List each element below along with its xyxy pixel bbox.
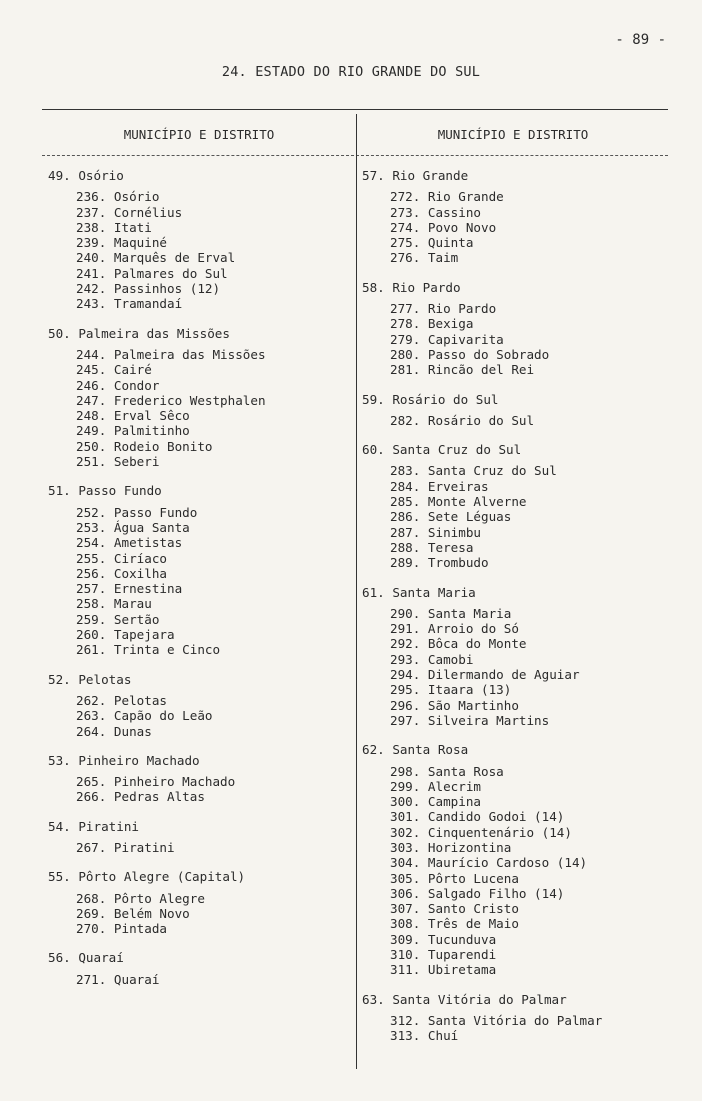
municipio-name: 62. Santa Rosa [362,742,469,758]
district-item: 290. Santa Maria [390,605,512,621]
district-item: 248. Erval Sêco [76,408,190,424]
district-item: 284. Erveiras [390,478,489,494]
district-item: 262. Pelotas [76,692,167,708]
district-item: 264. Dunas [76,723,152,739]
district-item: 297. Silveira Martins [390,712,550,728]
column-header-right: MUNICÍPIO E DISTRITO [437,127,589,142]
municipio-name: 51. Passo Fundo [48,483,162,499]
municipio-group [48,168,348,312]
municipio-name: 61. Santa Maria [362,584,476,600]
district-item: 259. Sertão [76,611,160,627]
municipio-name: 63. Santa Vitória do Palmar [362,991,567,1007]
district-item: 271. Quaraí [76,971,160,987]
district-list [390,463,662,570]
district-item: 303. Horizontina [390,839,512,855]
district-item: 251. Seberi [76,454,160,470]
district-item: 295. Itaara (13) [390,682,512,698]
district-list [390,301,662,377]
district-item: 270. Pintada [76,921,167,937]
district-list [76,505,348,658]
municipio-group [362,585,662,729]
municipio-group [48,753,348,805]
district-item: 286. Sete Léguas [390,509,512,525]
district-item: 298. Santa Rosa [390,763,504,779]
district-item: 279. Capivarita [390,331,504,347]
district-item: 296. São Martinho [390,697,519,713]
district-item: 302. Cinquentenário (14) [390,824,572,840]
municipio-group [48,672,348,739]
municipio-group [48,950,348,987]
district-item: 280. Passo do Sobrado [390,346,550,362]
table-top-rule [42,109,668,110]
district-list [390,189,662,265]
municipio-name: 57. Rio Grande [362,168,469,183]
district-item: 300. Campina [390,794,481,810]
district-item: 256. Coxilha [76,565,167,581]
municipio-group [48,483,348,657]
municipio-group [362,392,662,429]
district-item: 294. Dilermando de Aguiar [390,667,580,683]
district-item: 243. Tramandaí [76,296,183,312]
municipio-name: 53. Pinheiro Machado [48,752,200,768]
district-item: 268. Pôrto Alegre [76,890,205,906]
district-item: 293. Camobi [390,651,474,667]
district-list [390,1013,662,1044]
municipio-group [362,280,662,378]
district-item: 310. Tuparendi [390,947,497,963]
district-list [76,693,348,739]
district-item: 237. Cornélius [76,204,183,220]
municipio-name: 49. Osório [48,168,124,183]
district-list [390,606,662,728]
district-list [390,764,662,978]
district-item: 263. Capão do Leão [76,708,213,724]
district-item: 265. Pinheiro Machado [76,774,236,790]
district-item: 305. Pôrto Lucena [390,870,519,886]
district-item: 282. Rosário do Sul [390,412,535,428]
municipio-name: 54. Piratini [48,818,139,834]
district-item: 245. Cairé [76,362,152,378]
municipio-name: 56. Quaraí [48,950,124,966]
municipio-name: 60. Santa Cruz do Sul [362,442,522,458]
district-item: 252. Passo Fundo [76,504,198,520]
district-list [76,840,348,855]
district-item: 312. Santa Vitória do Palmar [390,1012,603,1028]
municipio-group [48,326,348,470]
header-separator-rule [42,155,668,156]
column-header-left: MUNICÍPIO E DISTRITO [123,127,275,142]
municipio-group [362,742,662,977]
municipio-name: 50. Palmeira das Missões [48,325,230,341]
district-item: 304. Maurício Cardoso (14) [390,855,588,871]
district-item: 299. Alecrim [390,778,481,794]
district-item: 258. Marau [76,596,152,612]
district-item: 244. Palmeira das Missões [76,346,266,362]
municipio-group [48,819,348,856]
district-item: 274. Povo Novo [390,219,497,235]
district-item: 246. Condor [76,377,160,393]
district-item: 242. Passinhos (12) [76,281,221,297]
municipio-name: 52. Pelotas [48,671,132,687]
district-item: 281. Rincão del Rei [390,362,535,378]
district-item: 241. Palmares do Sul [76,265,228,281]
municipio-name: 55. Pôrto Alegre (Capital) [48,869,246,885]
district-item: 289. Trombudo [390,555,489,571]
district-item: 287. Sinimbu [390,524,481,540]
district-item: 283. Santa Cruz do Sul [390,463,557,479]
district-item: 272. Rio Grande [390,189,504,205]
district-list [76,891,348,937]
district-item: 313. Chuí [390,1028,459,1044]
district-item: 311. Ubiretama [390,962,497,978]
district-item: 269. Belém Novo [76,905,190,921]
municipio-group [362,168,662,266]
district-item: 238. Itati [76,219,152,235]
district-item: 276. Taim [390,250,459,266]
district-list [390,413,662,428]
district-item: 257. Ernestina [76,581,183,597]
district-item: 249. Palmitinho [76,423,190,439]
municipio-group [362,442,662,570]
district-item: 275. Quinta [390,235,474,251]
page-number: - 89 - [615,32,666,48]
district-item: 247. Frederico Westphalen [76,392,266,408]
district-item: 309. Tucunduva [390,931,497,947]
district-item: 254. Ametistas [76,535,183,551]
district-item: 278. Bexiga [390,316,474,332]
district-item: 267. Piratini [76,839,175,855]
municipio-group [362,992,662,1044]
district-item: 273. Cassino [390,204,481,220]
municipio-group [48,869,348,936]
district-item: 306. Salgado Filho (14) [390,885,565,901]
district-item: 260. Tapejara [76,627,175,643]
right-column [362,168,662,1058]
district-item: 253. Água Santa [76,519,190,535]
district-item: 255. Ciríaco [76,550,167,566]
column-divider [356,114,357,1069]
district-item: 288. Teresa [390,539,474,555]
district-item: 301. Candido Godoi (14) [390,809,565,825]
district-item: 240. Marquês de Erval [76,250,236,266]
district-list [76,774,348,805]
district-item: 307. Santo Cristo [390,901,519,917]
municipio-name: 59. Rosário do Sul [362,391,499,407]
district-item: 292. Bôca do Monte [390,636,527,652]
district-item: 250. Rodeio Bonito [76,438,213,454]
district-item: 308. Três de Maio [390,916,519,932]
district-list [76,347,348,469]
district-item: 261. Trinta e Cinco [76,642,221,658]
district-item: 266. Pedras Altas [76,789,205,805]
district-list [76,972,348,987]
district-item: 277. Rio Pardo [390,301,497,317]
district-item: 291. Arroio do Só [390,621,519,637]
municipio-name: 58. Rio Pardo [362,279,461,295]
district-list [76,189,348,311]
document-title: 24. ESTADO DO RIO GRANDE DO SUL [221,64,481,80]
district-item: 285. Monte Alverne [390,494,527,510]
left-column [48,168,348,1001]
district-item: 239. Maquiné [76,235,167,251]
district-item: 236. Osório [76,189,160,205]
